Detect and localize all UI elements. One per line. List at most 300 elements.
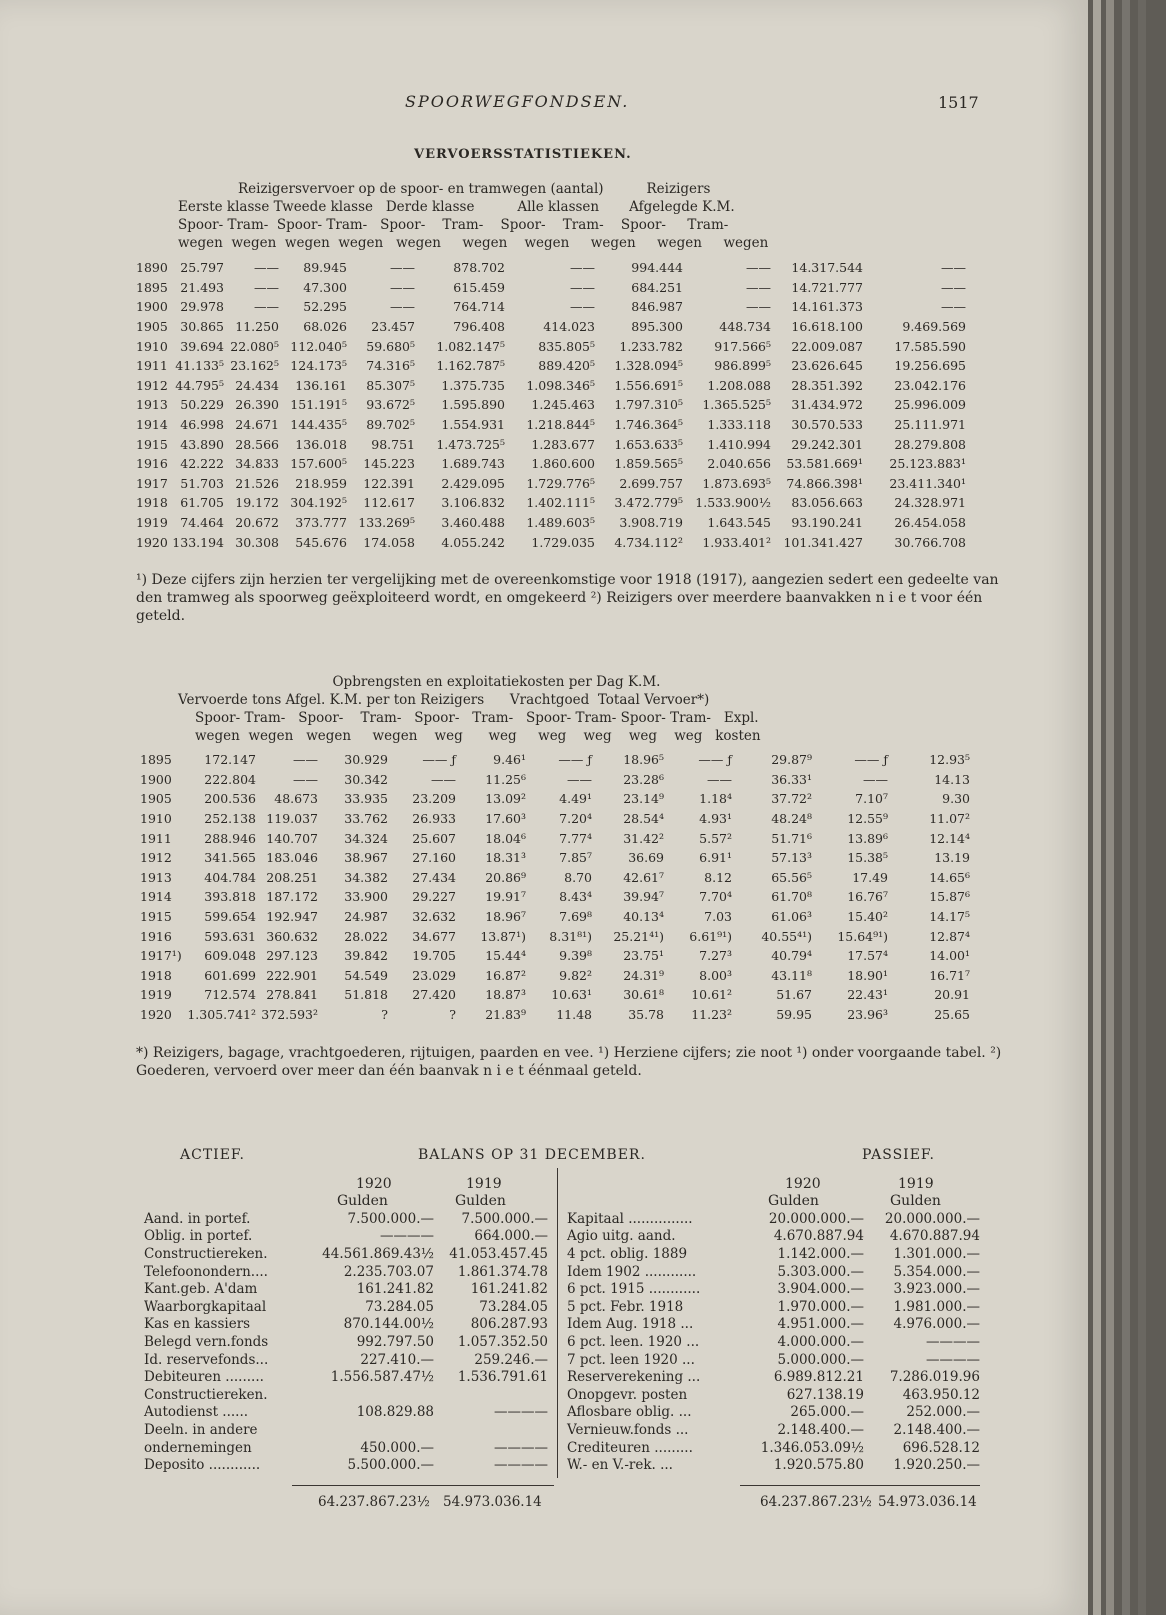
balance-actief-table [144, 1210, 548, 1474]
table-cell: 61.06³ [771, 909, 812, 925]
left-total-1919: 54.973.036.14 [443, 1494, 542, 1510]
balance-divider [557, 1168, 558, 1478]
table-cell: 7.286.019.96 [889, 1369, 980, 1386]
table-cell: 39.842 [344, 948, 388, 964]
table-cell: 30.308 [235, 534, 279, 550]
table-cell: 33.900 [344, 889, 388, 905]
table-cell: 1.162.787⁵ [436, 358, 505, 374]
table-cell: 1912 [136, 377, 168, 393]
table-cell: 36.33¹ [771, 771, 812, 787]
right-col-unit: Gulden [768, 1193, 819, 1209]
table-cell: 73.284.05 [365, 1298, 434, 1315]
table-cell: 11.25⁶ [485, 771, 526, 787]
balance-row [567, 1456, 980, 1474]
table-cell: 11.07² [929, 811, 970, 827]
table-row [140, 887, 970, 907]
table-cell: 43.890 [180, 436, 224, 452]
table-cell: 74.866.398¹ [786, 475, 863, 491]
balance-row [144, 1228, 548, 1246]
table-cell: 3.908.719 [619, 515, 683, 531]
table-cell: 19.91⁷ [485, 889, 526, 905]
table-cell: 3.472.779⁵ [614, 495, 683, 511]
table1-body [136, 258, 966, 552]
table-cell: 448.734 [719, 319, 771, 335]
table-cell: 43.11⁸ [771, 967, 812, 983]
table-cell: 30.766.708 [894, 534, 966, 550]
table-cell: 19.256.695 [894, 358, 966, 374]
table-cell: 1916 [136, 456, 168, 472]
table-cell: 27.160 [412, 850, 456, 866]
table2-heading-line: Spoor- Tram- Spoor- Tram- Spoor- Tram- Spoor- Tram- Spoor- Tram- Expl. [195, 710, 759, 726]
table-cell: 14.00¹ [929, 948, 970, 964]
table-cell: 7.500.000.— [461, 1210, 548, 1227]
table-cell: 1.981.000.— [893, 1298, 980, 1315]
table-cell: 1.098.346⁵ [526, 377, 595, 393]
table1-title: VERVOERSSTATISTIEKEN. [414, 147, 632, 162]
table-cell: 1.556.691⁵ [614, 377, 683, 393]
left-total-rule [292, 1485, 554, 1486]
table-cell: —— [941, 279, 966, 295]
table-cell: Constructiereken. [144, 1245, 268, 1262]
table-cell: 24.987 [344, 909, 388, 925]
table-cell: 14.161.373 [791, 299, 863, 315]
table-cell: 26.454.058 [894, 515, 966, 531]
table-cell: 41.053.457.45 [449, 1245, 548, 1262]
table-cell: 34.324 [344, 830, 388, 846]
balance-row [567, 1263, 980, 1281]
table-cell: 17.585.590 [894, 338, 966, 354]
table-cell: 16.618.100 [791, 319, 863, 335]
table-cell: 599.654 [204, 909, 256, 925]
right-col-year-1919: 1919 [898, 1176, 934, 1192]
table-cell: 14.13 [934, 771, 970, 787]
table-cell: W.- en V.-rek. ... [567, 1457, 673, 1474]
table-cell: 1900 [140, 771, 172, 787]
table-row [140, 750, 970, 770]
table-cell: 37.72² [771, 791, 812, 807]
table-cell: 10.63¹ [551, 987, 592, 1003]
table2-heading-line: Vervoerde tons Afgel. K.M. per ton Reizigers Vrachtgoed Totaal Vervoer*) [178, 692, 710, 708]
table-cell: 1.595.890 [441, 397, 505, 413]
table-cell: 40.79⁴ [771, 948, 812, 964]
table-cell: 31.434.972 [791, 397, 863, 413]
table-cell: 3.904.000.— [777, 1281, 864, 1298]
table-cell: —— [254, 279, 279, 295]
table-cell: 83.056.663 [791, 495, 863, 511]
table-cell: 1905 [136, 319, 168, 335]
table-cell: 601.699 [204, 967, 256, 983]
table-cell: 16.87² [485, 967, 526, 983]
table-cell: 1916 [140, 928, 172, 944]
table-cell: 1911 [140, 830, 172, 846]
table-row [136, 454, 966, 474]
table-cell: 85.307⁵ [366, 377, 415, 393]
table-cell: 1.057.352.50 [457, 1333, 548, 1350]
balance-row [144, 1316, 548, 1334]
balance-row [144, 1333, 548, 1351]
table-cell: 47.300 [303, 279, 347, 295]
page-number: 1517 [938, 93, 979, 112]
table-cell: 1.218.844⁵ [526, 417, 595, 433]
table-cell: 61.705 [180, 495, 224, 511]
table-cell: Deeln. in andere [144, 1421, 258, 1438]
table-cell: 1.920.250.— [893, 1457, 980, 1474]
table-cell: 50.229 [180, 397, 224, 413]
table-cell: —— ƒ [854, 752, 888, 768]
table-row [140, 789, 970, 809]
table-cell: 2.148.400.— [893, 1421, 980, 1438]
table-cell: 28.54⁴ [623, 811, 664, 827]
table-cell: 341.565 [204, 850, 256, 866]
table2-heading-line: Opbrengsten en exploitatiekosten per Dag K.M. [178, 674, 661, 690]
balance-row [567, 1333, 980, 1351]
table-cell: 39.694 [180, 338, 224, 354]
table-cell: —— [254, 299, 279, 315]
left-col-year-1920: 1920 [356, 1176, 392, 1192]
table-cell: 22.009.087 [791, 338, 863, 354]
table-cell: —— ƒ [558, 752, 592, 768]
table-cell: 20.91 [934, 987, 970, 1003]
balance-row [567, 1351, 980, 1369]
table-cell: 31.42² [623, 830, 664, 846]
table-cell: 30.929 [344, 752, 388, 768]
balance-row [144, 1368, 548, 1386]
table-cell: 1.410.994 [707, 436, 771, 452]
table-cell: 1.859.565⁵ [614, 456, 683, 472]
table-cell: Reserverekening ... [567, 1369, 701, 1386]
table-cell: 1913 [136, 397, 168, 413]
table-row [140, 809, 970, 829]
table-cell: 65.56⁵ [771, 869, 812, 885]
table-cell: 7.10⁷ [855, 791, 888, 807]
book-page-edge [1138, 0, 1146, 1615]
table-cell: 12.14⁴ [929, 830, 970, 846]
table-cell: Idem Aug. 1918 ... [567, 1316, 694, 1333]
table-cell: —— [746, 299, 771, 315]
balance-row [567, 1298, 980, 1316]
table-cell: 615.459 [453, 279, 505, 295]
table-cell: 17.49 [852, 869, 888, 885]
table-cell: 23.28⁶ [623, 771, 664, 787]
balance-row [144, 1439, 548, 1457]
table-cell: 609.048 [204, 948, 256, 964]
table-cell: —— [746, 260, 771, 276]
table-cell: 2.429.095 [441, 475, 505, 491]
table-cell: 1910 [140, 811, 172, 827]
table-cell: 1.860.600 [531, 456, 595, 472]
table-cell: 889.420⁵ [538, 358, 595, 374]
table-cell: 278.841 [266, 987, 318, 1003]
table-cell: 20.000.000.— [768, 1210, 864, 1227]
table-cell: 696.528.12 [902, 1439, 980, 1456]
table-cell: 11.250 [235, 319, 279, 335]
table-cell: 1.729.776⁵ [526, 475, 595, 491]
table1-heading-line: Eerste klasse Tweede klasse Derde klasse Alle klassen Afgelegde K.M. [178, 199, 735, 215]
table-cell [314, 1421, 434, 1439]
table-cell: 1.473.725⁵ [436, 436, 505, 452]
table-cell: 806.287.93 [470, 1316, 548, 1333]
table-cell: 593.631 [204, 928, 256, 944]
left-col-unit: Gulden [337, 1193, 388, 1209]
table-cell: 161.241.82 [470, 1281, 548, 1298]
table-cell: 1.556.587.47½ [330, 1369, 434, 1386]
table-cell: 48.24⁸ [771, 811, 812, 827]
table-cell: —— [254, 260, 279, 276]
table-cell: 1.301.000.— [893, 1245, 980, 1262]
balance-row [144, 1280, 548, 1298]
table-cell: —— [746, 279, 771, 295]
table-cell: 9.39⁸ [559, 948, 592, 964]
table-row [136, 278, 966, 298]
table-cell: 145.223 [363, 456, 415, 472]
table-cell: 23.411.340¹ [889, 475, 966, 491]
table-cell: 5.303.000.— [777, 1263, 864, 1280]
table-cell: 24.671 [235, 417, 279, 433]
table-cell: Agio uitg. aand. [567, 1228, 676, 1245]
table-row [136, 258, 966, 278]
table-cell: ———— [926, 1333, 980, 1350]
balance-row [144, 1421, 548, 1439]
table-cell: 1.533.900½ [695, 495, 771, 511]
balance-row [567, 1421, 980, 1439]
table-cell: 1.283.677 [531, 436, 595, 452]
table-cell: 218.959 [295, 475, 347, 491]
table-cell: 46.998 [180, 417, 224, 433]
table-cell: 51.71⁶ [771, 830, 812, 846]
table-cell: 1890 [136, 260, 168, 276]
table-cell: 684.251 [631, 279, 683, 295]
table-cell: 112.617 [363, 495, 415, 511]
table-cell: 13.87¹) [480, 928, 526, 944]
table-row [136, 336, 966, 356]
table-row [140, 926, 970, 946]
table-cell: 1919 [136, 515, 168, 531]
table-cell: 1.346.053.09½ [760, 1439, 864, 1456]
table-cell: 1895 [136, 279, 168, 295]
table-cell: 9.30 [942, 791, 970, 807]
table-cell: Deposito ............ [144, 1457, 261, 1474]
table-cell: 1.18⁴ [699, 791, 732, 807]
table-cell: 1.554.931 [441, 417, 505, 433]
table-row [140, 868, 970, 888]
table-cell: 133.194 [172, 534, 224, 550]
table-cell: 51.67 [776, 987, 812, 1003]
table-cell: 26.390 [235, 397, 279, 413]
table-cell: 38.967 [344, 850, 388, 866]
table-cell: 404.784 [204, 869, 256, 885]
table-cell: 1.873.693⁵ [702, 475, 771, 491]
table-cell: 23.96³ [847, 1007, 888, 1023]
table-cell: —— [431, 771, 456, 787]
table-cell: Autodienst ...... [144, 1404, 249, 1421]
table-cell: 12.87⁴ [929, 928, 970, 944]
table-cell: 7.69⁸ [559, 909, 592, 925]
table-cell: ———— [494, 1439, 548, 1456]
table-cell: Vernieuw.fonds ... [567, 1421, 689, 1438]
table-cell: 2.040.656 [707, 456, 771, 472]
table-cell: 23.14⁹ [623, 791, 664, 807]
table-cell: 136.161 [295, 377, 347, 393]
table-cell: —— [390, 260, 415, 276]
table-cell: 19.705 [412, 948, 456, 964]
table-cell: 7 pct. leen 1920 ... [567, 1351, 695, 1368]
table-cell: 222.804 [204, 771, 256, 787]
table-cell: 414.023 [543, 319, 595, 335]
table-cell: 7.85⁷ [559, 850, 592, 866]
table-cell: 5 pct. Febr. 1918 [567, 1298, 684, 1315]
table-cell: 6.61⁹¹) [689, 928, 732, 944]
table-cell: 18.87³ [485, 987, 526, 1003]
table-cell: 11.23² [691, 1007, 732, 1023]
table-cell: —— [570, 299, 595, 315]
table-cell: 1.082.147⁵ [436, 338, 505, 354]
table-cell: 24.434 [235, 377, 279, 393]
balance-row [144, 1245, 548, 1263]
table-cell: Constructiereken. [144, 1386, 268, 1403]
table-cell: 57.13³ [771, 850, 812, 866]
table-cell: ———— [494, 1457, 548, 1474]
table-cell: 846.987 [631, 299, 683, 315]
table-cell: 252.138 [204, 811, 256, 827]
left-col-unit: Gulden [455, 1193, 506, 1209]
table-cell: 12.55⁹ [847, 811, 888, 827]
table-cell: 265.000.— [790, 1404, 864, 1421]
table-cell: Aand. in portef. [144, 1210, 251, 1227]
table-row [136, 395, 966, 415]
table-cell: 917.566⁵ [714, 338, 771, 354]
table-cell: 44.561.869.43½ [322, 1245, 434, 1262]
table-cell: 1910 [136, 338, 168, 354]
right-total-1919: 54.973.036.14 [878, 1494, 977, 1510]
table-cell: 144.435⁵ [290, 417, 347, 433]
table-cell: 34.382 [344, 869, 388, 885]
table-cell: —— ƒ [422, 752, 456, 768]
balance-row [567, 1210, 980, 1228]
table-cell: 93.190.241 [791, 515, 863, 531]
table-cell: 393.818 [204, 889, 256, 905]
table-cell: 1.861.374.78 [457, 1263, 548, 1280]
table-cell: ———— [380, 1228, 434, 1245]
table-cell: 1911 [136, 358, 168, 374]
table-cell: —— [293, 752, 318, 768]
table-row [140, 770, 970, 790]
right-col-year-1920: 1920 [785, 1176, 821, 1192]
table-cell: 5.354.000.— [893, 1263, 980, 1280]
right-total-1920: 64.237.867.23½ [760, 1494, 872, 1510]
table1-heading-line: Spoor- Tram- Spoor- Tram- Spoor- Tram- Spoor- Tram- Spoor- Tram- [178, 217, 729, 233]
table-cell: 112.040⁵ [290, 338, 347, 354]
table-cell: 1912 [140, 850, 172, 866]
table-cell: —— [390, 299, 415, 315]
table-cell: Onopgevr. posten [567, 1386, 688, 1403]
balance-row [144, 1298, 548, 1316]
table-cell [434, 1386, 548, 1404]
table-cell: 27.420 [412, 987, 456, 1003]
table-cell: Aflosbare oblig. ... [567, 1404, 692, 1421]
table-cell: ———— [926, 1351, 980, 1368]
balance-row [144, 1351, 548, 1369]
table-cell: 21.493 [180, 279, 224, 295]
balance-row [567, 1368, 980, 1386]
table-row [136, 297, 966, 317]
table-cell: 68.026 [303, 319, 347, 335]
table-cell: Waarborgkapitaal [144, 1298, 267, 1315]
table-cell: 20.000.000.— [884, 1210, 980, 1227]
table-cell: 89.945 [303, 260, 347, 276]
table-cell: 29.242.301 [791, 436, 863, 452]
table-cell: 32.632 [412, 909, 456, 925]
table-cell: 28.279.808 [894, 436, 966, 452]
table-cell: 25.65 [934, 1007, 970, 1023]
table-cell: 870.144.00½ [343, 1316, 434, 1333]
table-cell: 4.670.887.94 [889, 1228, 980, 1245]
table-cell: 2.699.757 [619, 475, 683, 491]
table-cell: 15.87⁶ [929, 889, 970, 905]
table-cell: 1914 [136, 417, 168, 433]
table-cell: 133.269⁵ [358, 515, 415, 531]
table-row [140, 946, 970, 966]
table-cell: 14.65⁶ [929, 869, 970, 885]
table-cell: 93.672⁵ [366, 397, 415, 413]
table-cell: 664.000.— [474, 1228, 548, 1245]
table-cell: 26.933 [412, 811, 456, 827]
table-cell: 1900 [136, 299, 168, 315]
table-cell: 1895 [140, 752, 172, 768]
table-cell: 986.899⁵ [714, 358, 771, 374]
table-cell: 17.57⁴ [847, 948, 888, 964]
table-cell: 259.246.— [474, 1351, 548, 1368]
table-cell: 1.328.094⁵ [614, 358, 683, 374]
table-cell: —— [570, 260, 595, 276]
table-cell: 5.000.000.— [777, 1351, 864, 1368]
table-cell: —— [390, 279, 415, 295]
table-row [136, 376, 966, 396]
table-cell: 11.48 [556, 1007, 592, 1023]
table-cell: 1.365.525⁵ [702, 397, 771, 413]
table-row [140, 985, 970, 1005]
table-cell: 98.751 [371, 436, 415, 452]
table-cell: Crediteuren ......... [567, 1439, 693, 1456]
table-cell: 1.402.111⁵ [526, 495, 595, 511]
table1-heading-line: Reizigersvervoer op de spoor- en tramwegen (aantal) Reizigers [238, 181, 711, 197]
table-cell: 36.69 [628, 850, 664, 866]
table-cell: 18.90¹ [847, 967, 888, 983]
table-cell: 89.702⁵ [366, 417, 415, 433]
table-cell: ———— [494, 1404, 548, 1421]
table-cell: 10.61² [691, 987, 732, 1003]
table-cell: 7.20⁴ [559, 811, 592, 827]
table-cell: Idem 1902 ............ [567, 1263, 697, 1280]
table-cell: 1.305.741² [187, 1007, 256, 1023]
balance-row [144, 1263, 548, 1281]
book-page-edge [1122, 0, 1130, 1615]
table-cell: Kapitaal ............... [567, 1210, 693, 1227]
table-cell: 59.680⁵ [366, 338, 415, 354]
table-cell: 1.746.364⁵ [614, 417, 683, 433]
table-cell: 208.251 [266, 869, 318, 885]
balance-row [567, 1245, 980, 1263]
table-cell: 9.82² [559, 967, 592, 983]
table-cell: 1917 [136, 475, 168, 491]
table-row [140, 966, 970, 986]
balance-row [144, 1210, 548, 1228]
table-cell: 12.93⁵ [929, 752, 970, 768]
table-cell: 1918 [136, 495, 168, 511]
table-cell: 15.40² [847, 909, 888, 925]
table-cell: 33.762 [344, 811, 388, 827]
table-cell: 450.000.— [360, 1439, 434, 1456]
book-page-edge [1093, 0, 1101, 1615]
